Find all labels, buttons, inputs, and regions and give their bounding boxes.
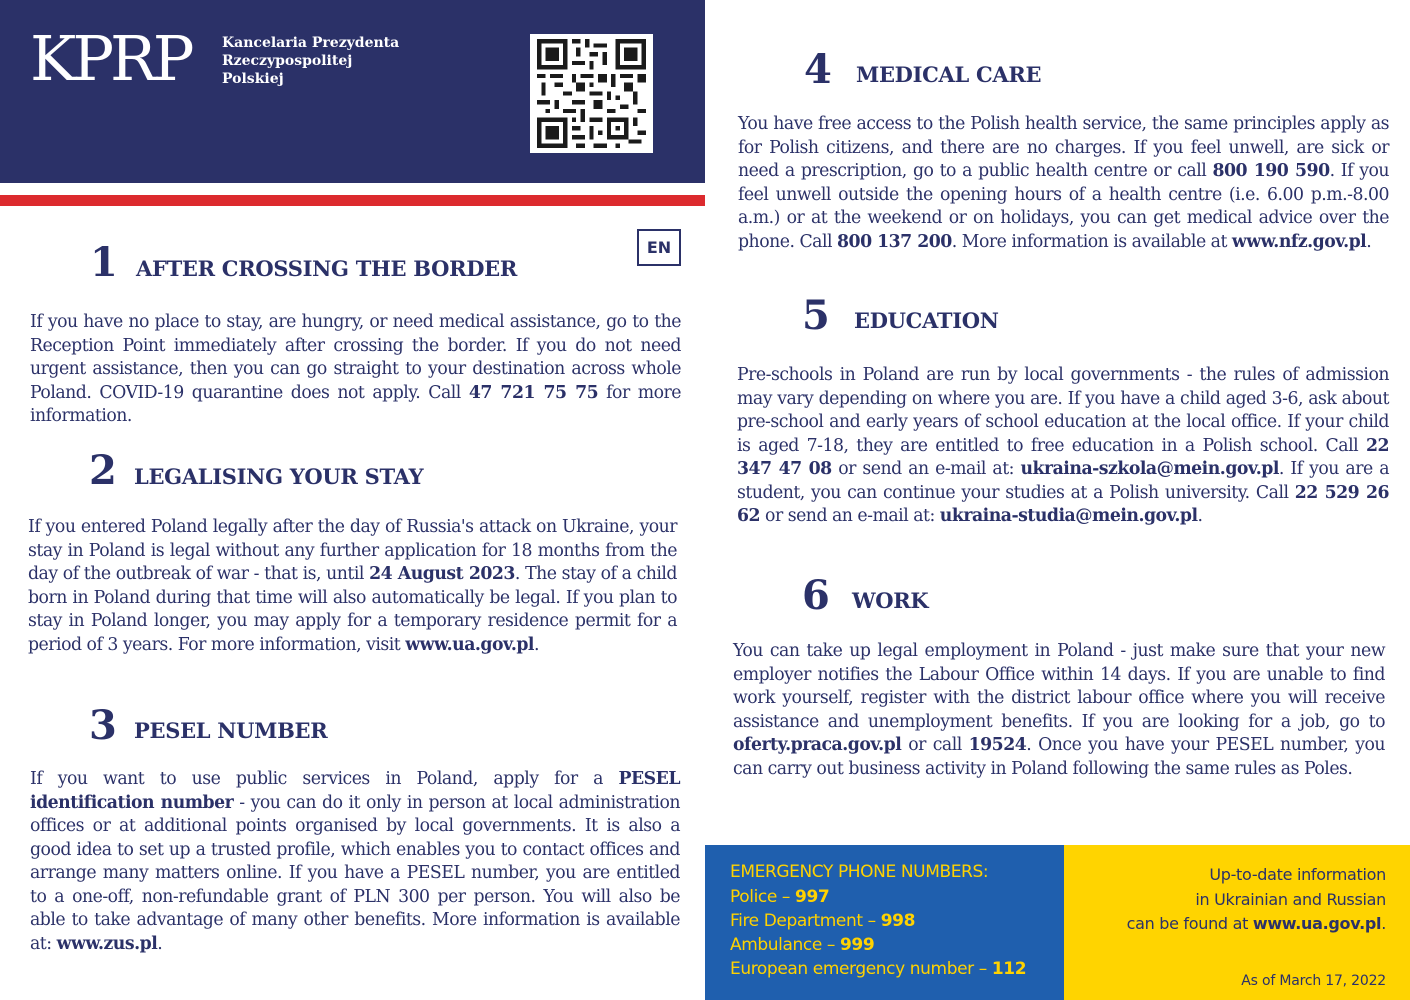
- section-2-text: If you entered Poland legally after the day of Russia's attack on Ukraine, your stay in Poland is legal without any further application for 18 months from the day of the outbreak of war - that is, until 24 August 2023. The stay of a child born in Poland during that time will also automatically be legal. If you plan to stay in Poland longer, you may apply for a temporary residence permit for a period of 3 years. For more information, visit www.ua.gov.pl.: [28, 517, 677, 655]
- phone-number[interactable]: 19524: [968, 735, 1027, 755]
- section-2-title: LEGALISING YOUR STAY: [134, 464, 424, 489]
- organization-name: [222, 34, 399, 88]
- section-4-title: MEDICAL CARE: [856, 62, 1042, 87]
- info-line-1: Up-to-date information: [1209, 865, 1386, 884]
- phone-number[interactable]: 112: [991, 959, 1027, 979]
- org-line-2: Rzeczypospolitej: [222, 53, 353, 69]
- flag-stripe-red: [0, 195, 705, 206]
- website-link[interactable]: www.nfz.gov.pl: [1231, 231, 1367, 252]
- section-5-number: 5: [802, 292, 830, 339]
- flag-stripe-white: [0, 183, 705, 195]
- section-2-number: 2: [89, 447, 117, 494]
- emergency-title: EMERGENCY PHONE NUMBERS:: [730, 862, 989, 882]
- section-6-text: You can take up legal employment in Poland - just make sure that your new employer notifies the Labour Office within 14 days. If you are unable to find work yourself, register with the district labour office where you will receive assistance and unemployment benefits. If you are looking for a job, go to oferty.praca.gov.pl or call 19524. Once you have your PESEL number, you can carry out business activity in Poland following the same rules as Poles.: [733, 641, 1386, 779]
- section-4-number: 4: [804, 46, 832, 93]
- section-5-title: EDUCATION: [854, 308, 999, 333]
- emergency-numbers-box: [705, 845, 1064, 1000]
- section-1-title: AFTER CROSSING THE BORDER: [136, 256, 518, 281]
- phone-number[interactable]: 997: [795, 887, 830, 907]
- section-4-text: You have free access to the Polish health service, the same principles apply as for Polish citizens, and there are no charges. If you feel unwell, are sick or need a prescription, go to a public health centre or call 800 190 590. If you feel unwell outside the opening hours of a health centre (i.e. 6.00 p.m.-8.00 a.m.) or at the weekend or on holidays, you can get medical advice over the phone. Call 800 137 200. More information is available at www.nfz.gov.pl.: [738, 114, 1389, 252]
- phone-number[interactable]: 998: [880, 911, 916, 931]
- emergency-item-ambulance: Ambulance – 999: [730, 935, 875, 955]
- language-badge[interactable]: EN: [637, 229, 681, 266]
- org-line-3: Polskiej: [222, 71, 284, 87]
- section-6-title: WORK: [852, 588, 929, 613]
- info-line-2: in Ukrainian and Russian: [1195, 889, 1386, 909]
- section-3-title: PESEL NUMBER: [134, 718, 328, 743]
- phone-number[interactable]: 47 721 75 75: [468, 382, 599, 403]
- email-link[interactable]: ukraina-studia@mein.gov.pl: [939, 506, 1198, 526]
- website-link[interactable]: www.ua.gov.pl: [1252, 914, 1382, 933]
- emergency-item-fire: Fire Department – 998: [730, 911, 916, 931]
- qr-code-icon[interactable]: [530, 34, 653, 153]
- section-5-text: Pre-schools in Poland are run by local governments - the rules of admission may vary depending on where you are. If you have a child aged 3-6, ask about pre-school and early years of school education at the local office. If your child is aged 7-18, they are entitled to free education in a Polish school. Call 22 347 47 08 or send an e-mail at: ukraina-szkola@mein.gov.pl. If you are a student, you can continue your studies at a Polish university. Call 22 529 26 62 or send an e-mail at: ukraina-studia@mein.gov.pl.: [737, 365, 1389, 526]
- pesel-term: PESEL identification number: [30, 769, 680, 813]
- org-line-1: Kancelaria Prezydenta: [222, 35, 400, 51]
- website-link[interactable]: oferty.praca.gov.pl: [733, 735, 902, 755]
- phone-number[interactable]: 800 137 200: [837, 231, 952, 252]
- phone-number[interactable]: 22 529 26 62: [737, 482, 1389, 526]
- section-1-text: If you have no place to stay, are hungry, or need medical assistance, go to the Reception Point immediately after crossing the border. If you do not need urgent assistance, then you can go straight to your destination across whole Poland. COVID-19 quarantine does not apply. Call 47 721 75 75 for more information.: [30, 312, 682, 426]
- deadline-date: 24 August 2023: [369, 564, 515, 584]
- section-1-number: 1: [90, 239, 118, 286]
- email-link[interactable]: ukraina-szkola@mein.gov.pl: [1020, 459, 1279, 479]
- kprp-logo: KPRP: [30, 22, 191, 95]
- as-of-date: As of March 17, 2022: [1241, 973, 1386, 989]
- website-link[interactable]: www.zus.pl: [56, 933, 158, 954]
- emergency-item-police: Police – 997: [730, 887, 830, 907]
- emergency-item-european: European emergency number – 112: [730, 959, 1027, 979]
- info-line-3: can be found at www.ua.gov.pl.: [1126, 914, 1386, 933]
- info-text: [1127, 863, 1386, 937]
- phone-number[interactable]: 800 190 590: [1212, 161, 1330, 181]
- info-box: [1064, 845, 1410, 1000]
- phone-number[interactable]: 999: [839, 935, 875, 955]
- phone-number[interactable]: 22 347 47 08: [737, 435, 1389, 479]
- section-3-text: If you want to use public services in Poland, apply for a PESEL identification number - you can do it only in person at local administration offices or at additional points organised by local governments. It is also a good idea to set up a trusted profile, which enables you to contact offices and arrange many matters online. If you have a PESEL number, you are entitled to a one-off, non-refundable grant of PLN 300 per person. You will also be able to take advantage of many other benefits. More information is available at: www.zus.pl.: [30, 769, 680, 954]
- website-link[interactable]: www.ua.gov.pl: [405, 634, 534, 655]
- section-6-number: 6: [802, 572, 830, 619]
- section-3-number: 3: [89, 702, 117, 749]
- header-banner: [0, 0, 705, 183]
